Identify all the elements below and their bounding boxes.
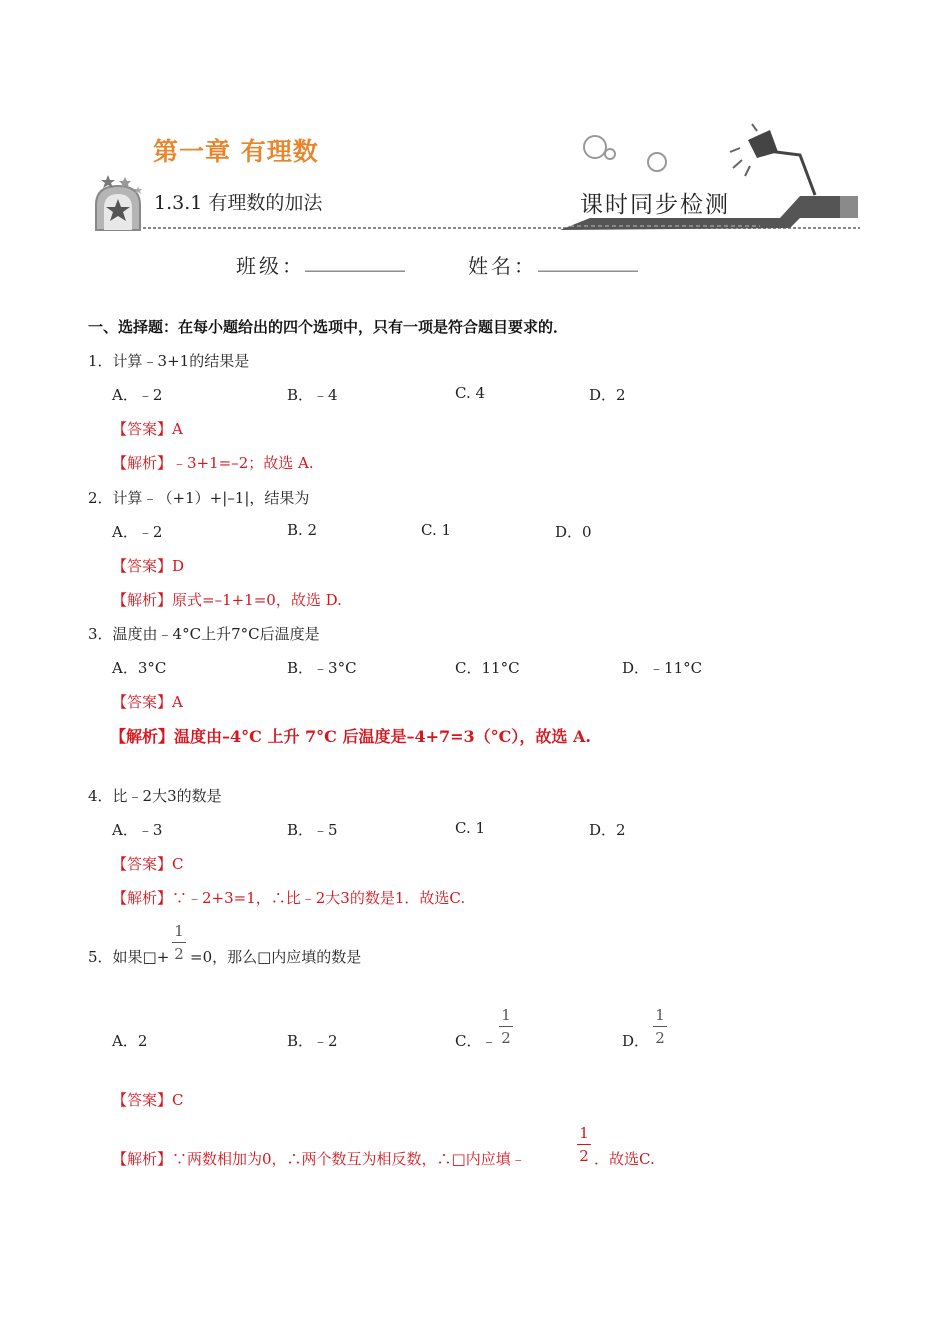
question-5-analysis-suffix: ．故选C. [594, 1150, 655, 1168]
question-5-option-d-fraction [653, 1006, 667, 1047]
question-3-answer: 【答案】A [112, 693, 183, 711]
question-3-analysis: 【解析】温度由–4°C 上升 7°C 后温度是–4+7=3（°C），故选 A. [110, 727, 591, 746]
question-5-stem-suffix: =0，那么□内应填的数是 [190, 948, 362, 966]
question-1-analysis: 【解析】﹣3+1=–2；故选 A. [112, 454, 314, 472]
question-1-option-a: A．﹣2 [112, 386, 163, 404]
question-2-option-a: A．﹣2 [112, 523, 163, 541]
question-3-option-a: A．3°C [112, 659, 167, 677]
question-2-answer: 【答案】D [112, 557, 185, 575]
fraction-numerator: 1 [501, 1006, 511, 1024]
question-3-stem: 3．温度由﹣4°C上升7°C后温度是 [88, 625, 320, 643]
question-1-option-b: B．﹣4 [287, 386, 338, 404]
question-5-answer: 【答案】C [112, 1091, 184, 1109]
question-5-analysis-fraction [577, 1124, 591, 1165]
question-5-option-c-fraction [499, 1006, 513, 1047]
question-1-option-d: D．2 [589, 386, 626, 404]
question-5-stem-prefix: 5．如果□+ [88, 948, 170, 966]
question-3-option-b: B．﹣3°C [287, 659, 357, 677]
star-badge-icon [96, 175, 142, 230]
header-banner [0, 0, 950, 240]
question-1-stem: 1．计算﹣3+1的结果是 [88, 352, 250, 370]
question-1-answer: 【答案】A [112, 420, 183, 438]
question-2-analysis: 【解析】原式=–1+1=0，故选 D. [112, 591, 342, 609]
question-2-stem: 2．计算﹣（+1）+|–1|，结果为 [88, 489, 310, 507]
question-3-option-c: C．11°C [455, 659, 520, 677]
fraction-numerator: 1 [655, 1006, 665, 1024]
question-2-option-b: B. 2 [287, 521, 318, 539]
name-label: 姓名： [468, 254, 537, 278]
question-5-option-b: B．﹣2 [287, 1032, 338, 1050]
question-2-option-c: C. 1 [421, 521, 452, 539]
fraction-denominator: 2 [174, 945, 184, 963]
question-5-option-c: C．﹣ [455, 1032, 497, 1050]
class-field[interactable]: __________ [305, 248, 405, 272]
fraction-denominator: 2 [501, 1029, 511, 1047]
fraction-denominator: 2 [655, 1029, 665, 1047]
section-instruction: 一、选择题：在每小题给出的四个选项中，只有一项是符合题目要求的． [88, 318, 569, 336]
question-4-option-a: A．﹣3 [112, 821, 163, 839]
question-5-option-d: D． [622, 1032, 650, 1050]
question-5-analysis-prefix: 【解析】∵两数相加为0，∴两个数互为相反数，∴□内应填﹣ [112, 1150, 526, 1168]
fraction-denominator: 2 [579, 1147, 589, 1165]
question-2-option-d: D．0 [555, 523, 592, 541]
fraction-numerator: 1 [579, 1124, 589, 1142]
section-title: 1.3.1 有理数的加法 [154, 192, 323, 214]
question-4-option-b: B．﹣5 [287, 821, 338, 839]
question-4-option-c: C. 1 [455, 819, 486, 837]
class-label: 班级： [236, 254, 305, 278]
question-1-option-c: C. 4 [455, 384, 486, 402]
question-4-option-d: D．2 [589, 821, 626, 839]
question-4-stem: 4．比﹣2大3的数是 [88, 787, 222, 805]
question-5-option-a: A．2 [112, 1032, 148, 1050]
brand-title: 课时同步检测 [580, 192, 730, 218]
question-4-answer: 【答案】C [112, 855, 184, 873]
question-3-option-d: D．﹣11°C [622, 659, 703, 677]
bubbles-decoration-icon [584, 136, 666, 171]
question-4-analysis: 【解析】∵﹣2+3=1，∴比﹣2大3的数是1．故选C. [112, 889, 466, 907]
chapter-title: 第一章 有理数 [153, 137, 319, 166]
name-field[interactable]: __________ [538, 248, 638, 272]
question-5-stem-fraction [172, 922, 186, 963]
fraction-numerator: 1 [174, 922, 184, 940]
